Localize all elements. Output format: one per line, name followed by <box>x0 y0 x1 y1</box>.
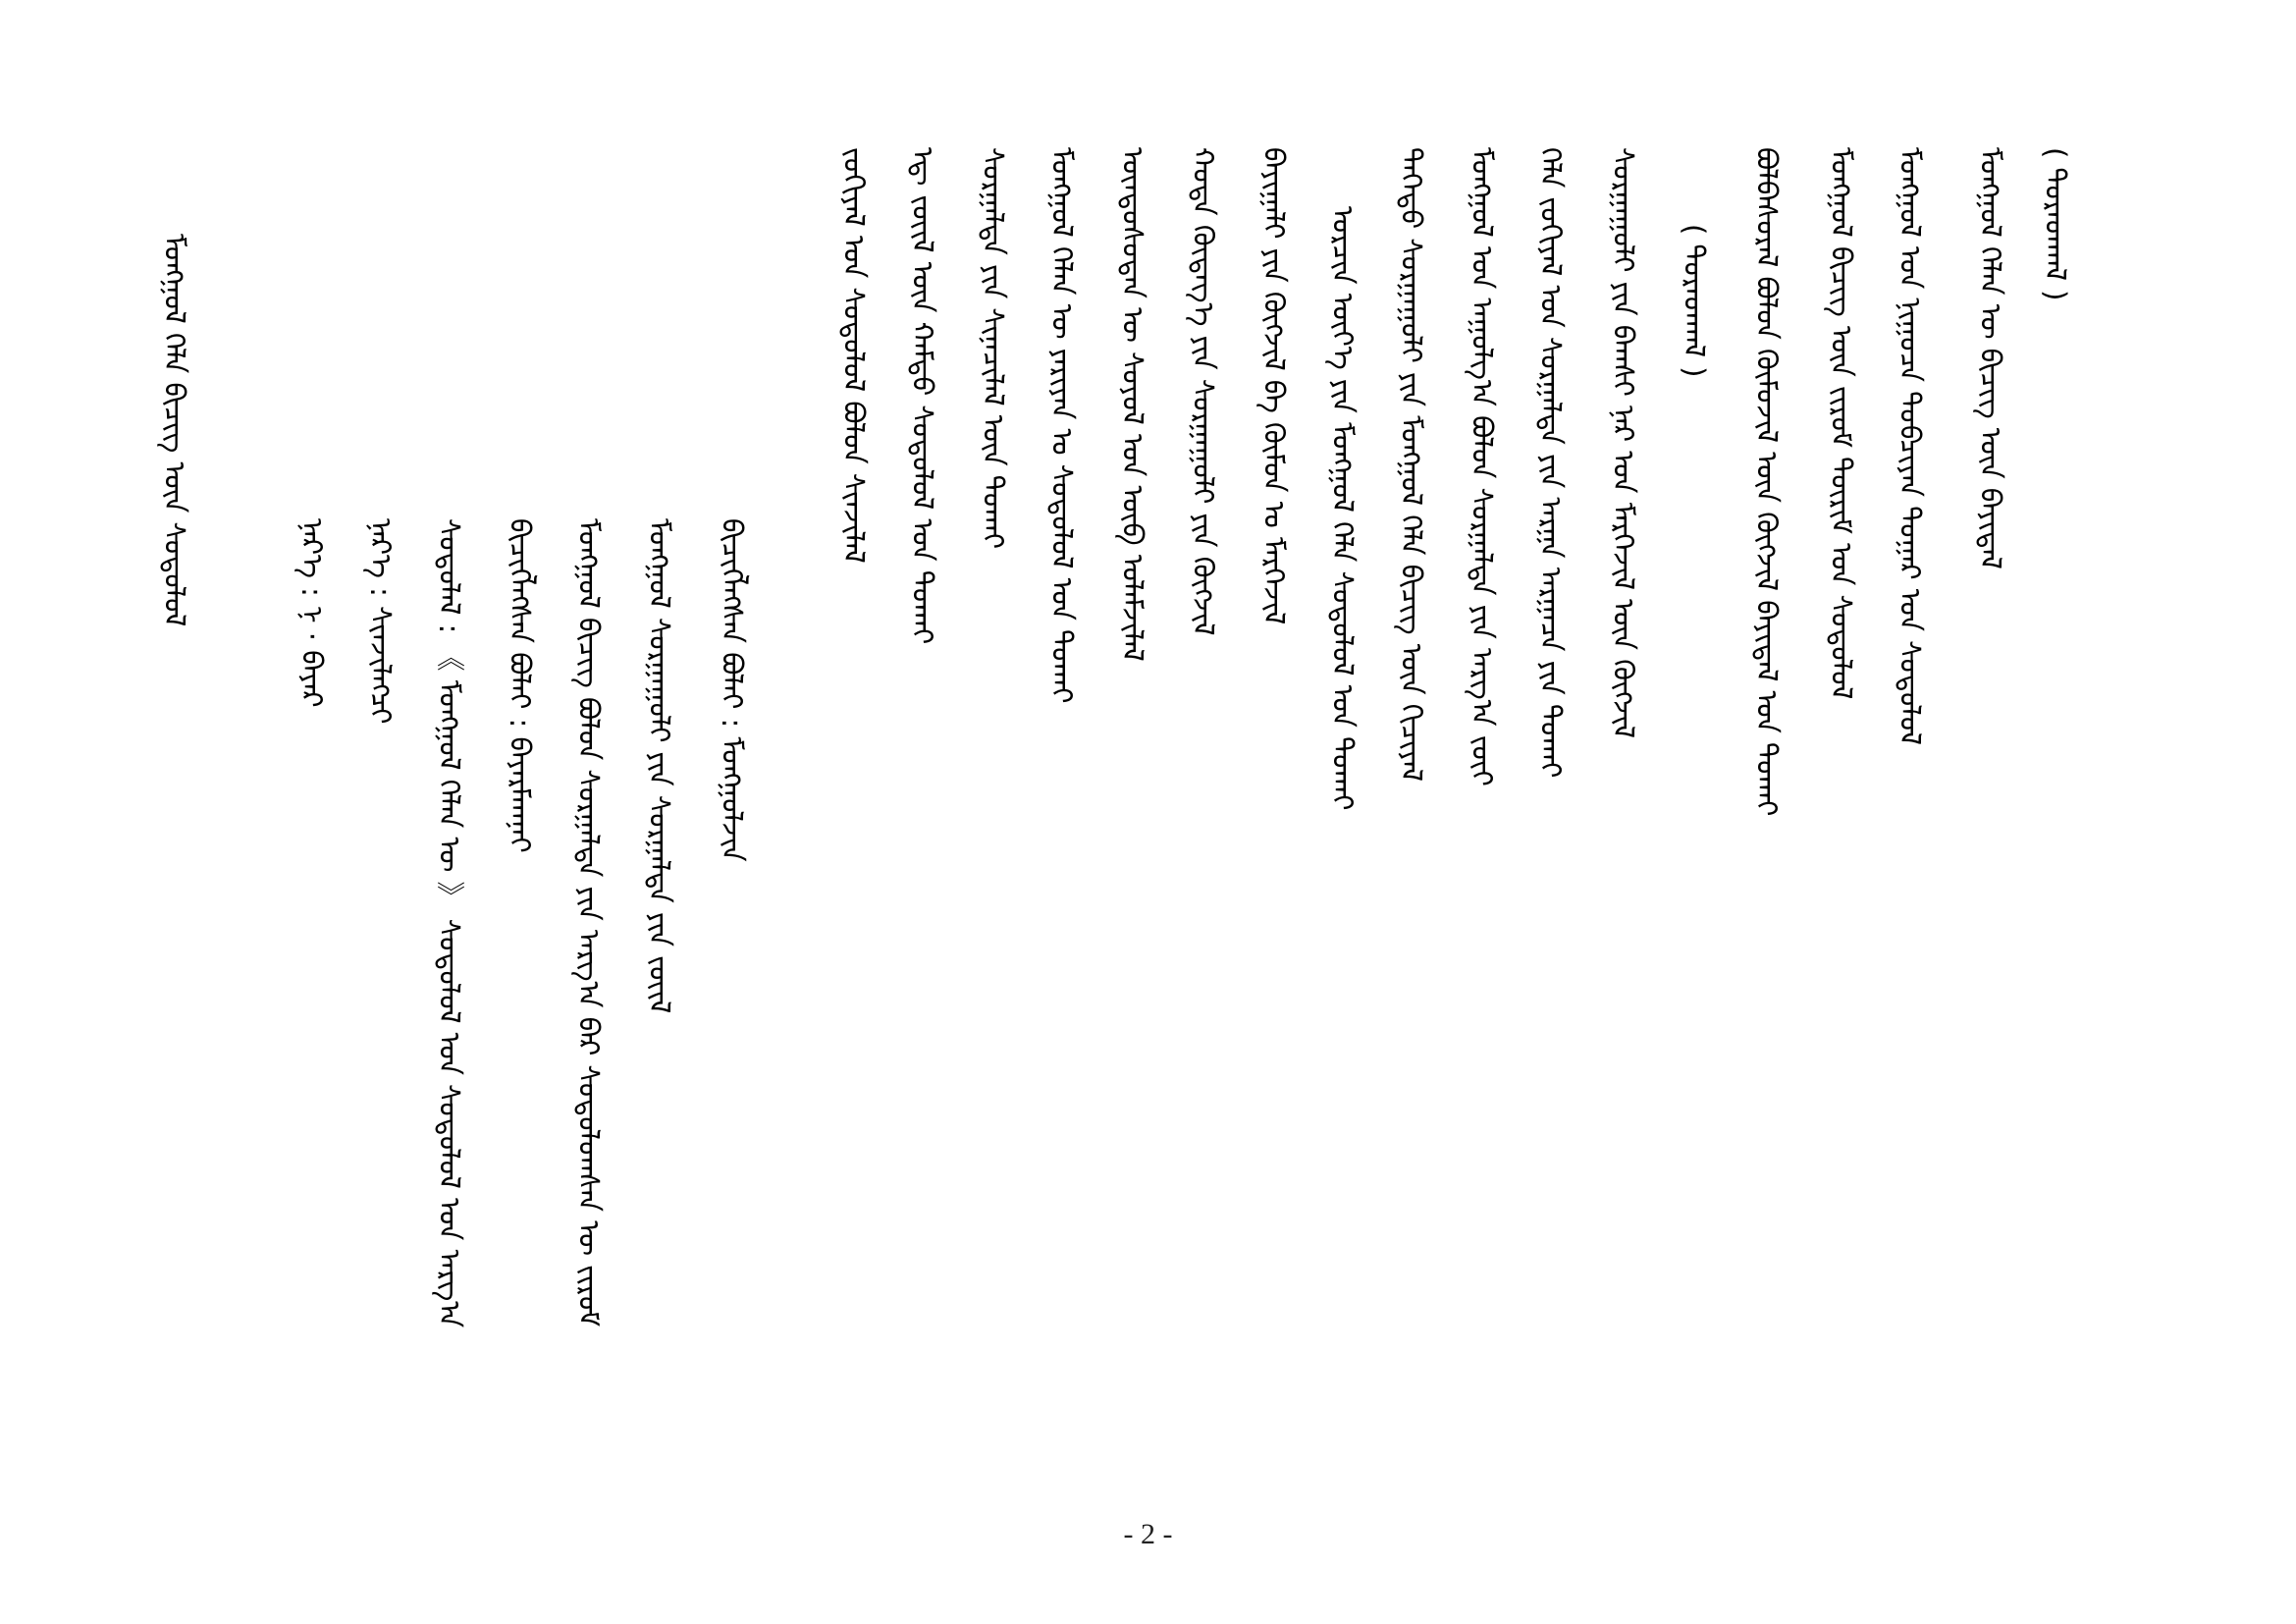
text-column: ᠮᠣᠩᠭᠣᠯ ᠬᠡᠯᠡ ᠪᠢᠴᠢᠭ ᠦᠨ ᠰᠤᠳᠤᠯᠤᠯ <box>158 234 191 627</box>
text-column: ᠨᠡᠷ᠎ᠡ : ᠰᠢᠨᠵᠢᠯᠡᠭᠴᠢ <box>364 518 398 725</box>
text-column: ᠮᠣᠩᠭᠣᠯ ᠤᠨ ᠨᠢᠭᠤᠴᠠ ᠲᠣᠪᠴᠢᠶᠠᠨ ᠳᠤᠭᠠᠷ ᠤᠨ ᠰᠤᠳᠤᠯᠤᠯ <box>1894 147 1927 745</box>
text-column: ᠬᠡᠯᠡ ᠵᠣᠬᠢᠶᠠᠯ ᠤᠨ ᠰᠤᠷᠭᠠᠯᠲᠠ ᠶᠢᠨ ᠠᠷᠭᠠ ᠠᠷᠭᠠᠴᠠ ᠶᠢᠨ ᠲᠤᠬᠠᠢ <box>1534 147 1568 779</box>
text-column: ᠨᠡᠷ᠎ᠡ : ᠨ · ᠪᠠᠶᠠᠷ <box>295 518 329 708</box>
text-column: ᠰᠤᠳᠤᠯᠠᠯ : 《 ᠮᠣᠩᠭᠣᠯ ᠬᠡᠯᠡᠨ ᠦ 》 ᠰᠤᠳᠤᠯᠤᠯ ᠤᠨ ᠰᠤᠳᠤᠯᠤᠯ ᠤᠨ ᠠᠷᠭ᠎ᠠ <box>433 518 466 1328</box>
text-column: ᠮᠣᠩᠭᠣᠯ ᠰᠤᠷᠭᠠᠭᠤᠯᠢ ᠶᠢᠨ ᠰᠤᠷᠭᠠᠯᠲᠠ ᠶᠢᠨ ᠵᠦᠢᠯ <box>643 518 676 1014</box>
text-column: ᠳᠡᠭᠡᠳᠦ ᠰᠤᠷᠭᠠᠭᠤᠯᠢ ᠶᠢᠨ ᠮᠣᠩᠭᠣᠯ ᠬᠡᠯᠡ ᠪᠢᠴᠢᠭ ᠦᠨ ᠬᠢᠴᠢᠶᠡᠯ <box>1395 147 1428 782</box>
text-column: ᠰᠤᠷᠭᠠᠭᠤᠯᠢ ᠶᠢᠨ ᠪᠠᠭᠰᠢ ᠨᠠᠷ ᠤᠨ ᠮᠡᠷᠭᠡᠵᠢᠯ ᠦᠨ ᠬᠥᠭᠵᠢᠯ <box>1607 147 1640 738</box>
text-column: ( ᠳᠤᠷᠠᠳᠬᠠᠯ ) <box>2039 147 2072 301</box>
text-column: ( ᠳᠤᠷᠠᠳᠬᠠᠯ ) <box>1678 224 1711 378</box>
text-column: ᠣᠷᠴᠢᠨ ᠦᠶ᠎ᠡ ᠶᠢᠨ ᠮᠣᠩᠭᠣᠯ ᠬᠡᠯᠡ ᠰᠤᠳᠤᠯᠤᠯ ᠤᠨ ᠲᠤᠬᠠᠢ <box>1326 206 1360 811</box>
text-column: ᠮᠣᠩᠭᠣᠯ ᠬᠡᠯᠡᠨ ᠦ ᠪᠢᠴᠢᠭ ᠦᠨ ᠪᠠᠶᠢᠳᠠᠯ <box>1974 147 2007 569</box>
text-column: ᠮᠣᠩᠭᠣᠯ ᠪᠢᠴᠢᠭ ᠪᠣᠯᠤᠨ ᠰᠤᠷᠭᠠᠯᠲᠠ ᠶᠢᠨ ᠠᠷᠭ᠎ᠠ ᠪᠠᠷ ᠰᠤᠳᠤᠯᠤᠭᠰᠠᠨ ᠦ ᠵᠢᠷᠤᠮ <box>572 518 606 1327</box>
text-column: ᠮᠣᠩᠭᠣᠯ ᠤᠨ ᠠᠭᠤᠯᠭ᠎ᠠ ᠪᠣᠯᠣᠨ ᠰᠤᠷᠭᠠᠯᠲᠠ ᠶᠢᠨ ᠠᠷᠭ᠎ᠠ ᠵᠦᠢ <box>1466 147 1499 786</box>
text-column: ᠪᠢᠴᠢᠭᠯᠡᠭᠰᠡᠨ ᠪᠣᠯᠠᠢ : ᠪᠠᠶᠠᠷᠮᠠᠭᠨᠠᠢ <box>504 518 537 853</box>
text-column: ᠡᠳ᠋ ᠵᠦᠢᠯ ᠦᠨ ᠬᠠᠮᠲᠤ ᠰᠤᠳᠤᠯᠤᠯ ᠤᠨ ᠲᠤᠬᠠᠢ <box>906 147 939 645</box>
text-column: ᠮᠣᠩᠭᠣᠯ ᠪᠢᠴᠢᠭ ᠦᠨ ᠵᠢᠷᠤᠮ ᠳᠦᠷᠢᠮ ᠤᠨ ᠰᠤᠳᠤᠯᠤᠯ <box>1825 147 1858 700</box>
text-column: ᠪᠢᠴᠢᠭᠯᠡᠭᠰᠡᠨ ᠪᠣᠯᠠᠢ : ᠮᠣᠩᠭᠣᠯᠵᠢᠨ <box>716 518 749 862</box>
text-column: ᠰᠤᠷᠭᠠᠯᠲᠠ ᠶᠢᠨ ᠰᠢᠨᠡᠴᠢᠯᠡᠯ ᠦᠨ ᠲᠤᠬᠠᠢ <box>977 147 1010 550</box>
text-column: ᠪᠠᠶᠢᠭᠠᠯᠢ ᠶᠢᠨ ᠬᠥᠭᠵᠢᠯ ᠪᠠ ᠬᠦᠮᠦᠨ ᠤ ᠮᠡᠷᠭᠡᠵᠢᠯ <box>1257 147 1291 625</box>
text-column: ᠦᠨᠳᠦᠰᠦᠲᠡᠨ ᠦ ᠰᠣᠶᠣᠯ ᠤᠨ ᠥᠪ ᠤᠯᠠᠮᠵᠢᠯᠠᠯ <box>1116 147 1149 662</box>
text-column: ᠵᠣᠬᠢᠶᠠᠯ ᠤᠨ ᠰᠤᠳᠤᠯᠤᠯ ᠪᠣᠯᠤᠨ ᠰᠢᠨᠵᠢᠯᠡᠯ <box>837 147 871 564</box>
text-column: ᠬᠣᠳᠠ ᠬᠦᠳᠡᠭ᠎ᠡ ᠶᠢᠨ ᠰᠤᠷᠭᠠᠭᠤᠯᠢ ᠶᠢᠨ ᠬᠥᠭᠵᠢᠯ <box>1187 147 1220 636</box>
page-number: - 2 - <box>1123 1518 1173 1550</box>
text-column: ᠮᠣᠩᠭᠣᠯ ᠬᠡᠯᠡᠨ ᠦ ᠶᠠᠷᠢᠶᠠᠨ ᠤ ᠰᠤᠳᠤᠯᠤᠯ ᠤᠨ ᠲᠤᠬᠠᠢ <box>1045 147 1079 704</box>
text-column: ᠪᠣᠯᠪᠠᠰᠤᠷᠠᠯ ᠪᠣᠯᠤᠨ ᠬᠦᠮᠦᠵᠢᠯ ᠦᠨ ᠬᠥᠭᠵᠢᠯ ᠪᠠᠶᠢᠳᠠᠯ ᠤᠨ ᠲᠤᠬᠠᠢ <box>1750 147 1784 817</box>
